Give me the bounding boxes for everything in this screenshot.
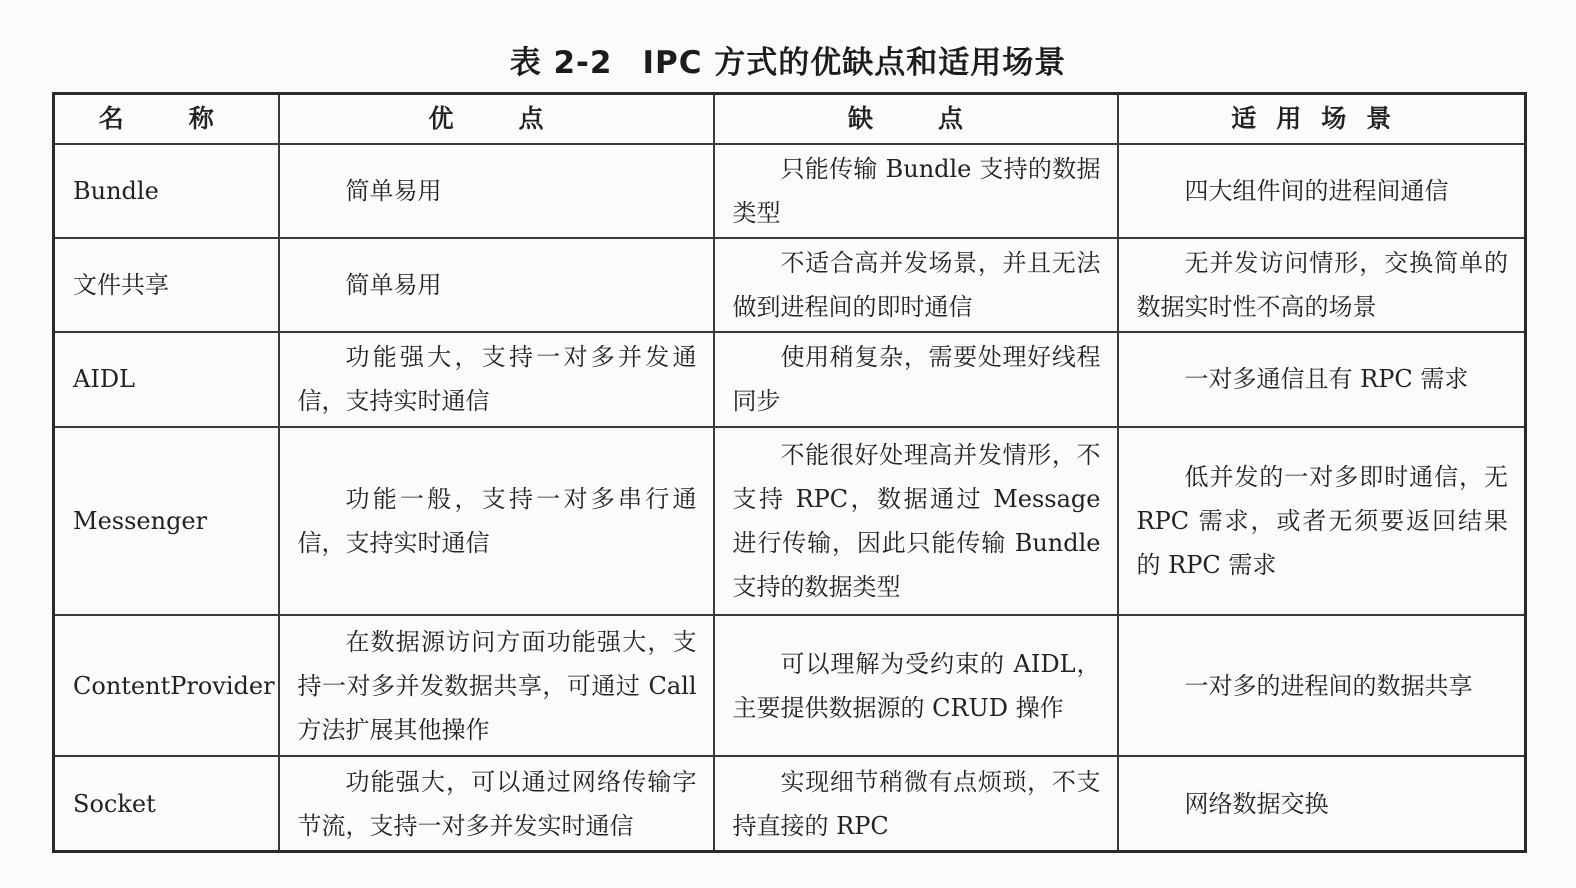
table-row — [54, 615, 1526, 756]
row-cons-text: 实现细节稍微有点烦琐，不支持直接的 RPC — [732, 767, 1101, 840]
row-scenario-text: 一对多通信且有 RPC 需求 — [1184, 365, 1469, 394]
row-cons — [714, 238, 1118, 332]
row-scenario-text: 网络数据交换 — [1184, 789, 1329, 818]
row-cons-text: 不适合高并发场景，并且无法做到进程间的即时通信 — [732, 249, 1101, 322]
row-pros — [279, 332, 714, 426]
row-name: Messenger — [54, 427, 279, 616]
row-name: Bundle — [54, 144, 279, 238]
row-pros-text: 功能强大，支持一对多并发通信，支持实时通信 — [297, 343, 697, 416]
row-scenario-text: 四大组件间的进程间通信 — [1184, 176, 1449, 205]
table-row — [54, 756, 1526, 851]
row-name: ContentProvider — [54, 615, 279, 756]
row-scenario — [1118, 615, 1526, 756]
row-pros-text: 简单易用 — [345, 176, 442, 205]
row-cons — [714, 615, 1118, 756]
row-scenario — [1118, 238, 1526, 332]
row-cons — [714, 332, 1118, 426]
row-name: AIDL — [54, 332, 279, 426]
row-name: 文件共享 — [54, 238, 279, 332]
row-scenario — [1118, 332, 1526, 426]
row-scenario — [1118, 144, 1526, 238]
row-pros-text: 功能一般，支持一对多串行通信，支持实时通信 — [297, 485, 697, 558]
row-pros-text: 功能强大，可以通过网络传输字节流，支持一对多并发实时通信 — [297, 767, 697, 840]
row-name: Socket — [54, 756, 279, 851]
row-scenario-text: 低并发的一对多即时通信，无 RPC 需求，或者无须要返回结果的 RPC 需求 — [1136, 463, 1508, 580]
table-row — [54, 332, 1526, 426]
row-cons-text: 使用稍复杂，需要处理好线程同步 — [732, 343, 1101, 416]
table-header-row — [54, 94, 1526, 144]
row-pros — [279, 756, 714, 851]
row-scenario-text: 无并发访问情形，交换简单的数据实时性不高的场景 — [1136, 249, 1508, 322]
row-cons-text: 不能很好处理高并发情形，不支持 RPC，数据通过 Message 进行传输，因此只能传输 Bundle 支持的数据类型 — [732, 441, 1101, 602]
row-pros — [279, 615, 714, 756]
header-pros: 优 点 — [279, 94, 714, 144]
row-scenario — [1118, 756, 1526, 851]
table-row — [54, 144, 1526, 238]
row-cons-text: 只能传输 Bundle 支持的数据类型 — [732, 154, 1101, 227]
row-pros — [279, 238, 714, 332]
row-cons-text: 可以理解为受约束的 AIDL，主要提供数据源的 CRUD 操作 — [732, 649, 1101, 722]
header-name: 名 称 — [54, 94, 279, 144]
row-pros — [279, 427, 714, 616]
table-caption — [0, 40, 1576, 86]
table-row — [54, 427, 1526, 616]
row-cons — [714, 144, 1118, 238]
header-scenario: 适用场景 — [1118, 94, 1526, 144]
header-cons: 缺 点 — [714, 94, 1118, 144]
ipc-comparison-table — [52, 92, 1527, 853]
row-pros-text: 在数据源访问方面功能强大，支持一对多并发数据共享，可通过 Call 方法扩展其他操作 — [297, 627, 697, 744]
row-pros — [279, 144, 714, 238]
row-cons — [714, 756, 1118, 851]
table-number: 表 2-2 — [509, 45, 613, 81]
row-scenario-text: 一对多的进程间的数据共享 — [1184, 671, 1473, 700]
row-pros-text: 简单易用 — [345, 271, 442, 300]
row-cons — [714, 427, 1118, 616]
row-scenario — [1118, 427, 1526, 616]
table-title: IPC 方式的优缺点和适用场景 — [642, 45, 1067, 81]
table-row — [54, 238, 1526, 332]
